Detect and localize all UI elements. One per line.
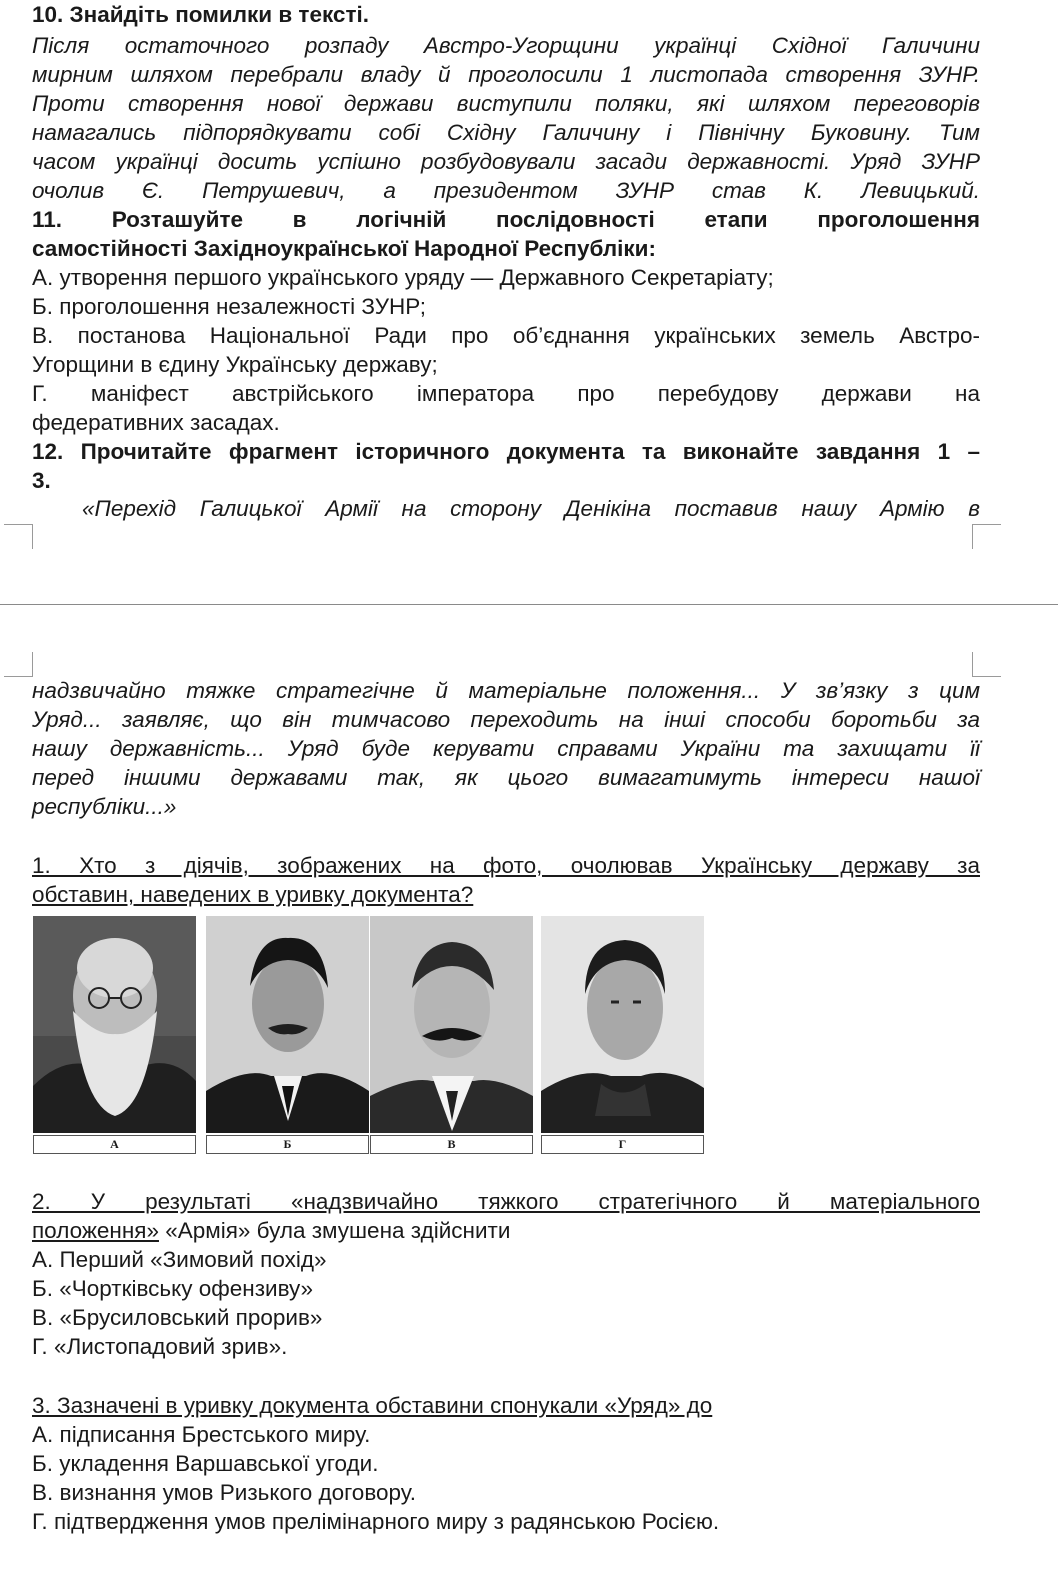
task2-underlined: положення» [32,1218,159,1243]
q11-option-c-cont: Угорщини в єдину Українську державу; [32,352,438,377]
crop-mark [4,524,33,549]
q11-option-d: Г. маніфест австрійського імператора про перебудову держави на [32,381,980,406]
task2-line: 2. У результаті «надзвичайно тяжкого стратегічного й матеріального [32,1189,980,1214]
quote-line: перед іншими державами так, як цього вимагатимуть інтереси нашої [32,765,980,790]
task1-line: 1. Хто з діячів, зображених на фото, очолював Українську державу за [32,853,980,878]
photo-label: Г [541,1135,704,1154]
task3-option: А. підписання Брестського миру. [32,1422,371,1447]
photo-c [370,916,533,1154]
portrait-image [206,916,369,1133]
photo-a [33,916,196,1154]
task2-option: А. Перший «Зимовий похід» [32,1247,327,1272]
q11-heading [32,205,980,263]
crop-mark [4,652,33,677]
task2-option: Г. «Листопадовий зрив». [32,1334,288,1359]
q11-heading-line: 11. Розташуйте в логічній послідовності етапи проголошення [32,207,980,232]
q10-line: мирним шляхом перебрали владу й проголосили 1 листопада створення ЗУНР. [32,62,980,87]
q11-heading-line: самостійності Західноукраїнської Народної Республіки: [32,236,656,261]
quote-line: республіки...» [32,794,177,819]
page-separator [0,604,1058,605]
quote-line: нашу державність... Уряд буде керувати справами України та захищати її [32,736,980,761]
quote-line: надзвичайно тяжке стратегічне й матеріальне положення... У зв’язку з цим [32,678,980,703]
q10-line: очолив Є. Петрушевич, а президентом ЗУНР став К. Левицький. [32,178,980,203]
crop-mark [972,652,1001,677]
task2 [32,1187,980,1361]
task3-option: Г. підтвердження умов прелімінарного миру з радянською Росією. [32,1509,720,1534]
task2-line [32,1216,980,1245]
q12-quote-start: «Перехід Галицької Армії на сторону Денікіна поставив нашу Армію в [82,496,980,521]
task3 [32,1391,980,1536]
q11-option-a: А. утворення першого українського уряду — Державного Секретаріату; [32,265,774,290]
portrait-image [370,916,533,1133]
q12-quote-rest [32,676,980,821]
quote-line: Уряд... заявляє, що він тимчасово переходить на інші способи боротьби за [32,707,980,732]
portrait-photos [33,916,713,1154]
q11-options [32,263,980,437]
q10-line: намагались підпорядкувати собі Східну Галичину і Північну Буковину. Тим [32,120,980,145]
q11-option-b: Б. проголошення незалежності ЗУНР; [32,294,427,319]
q10-line: Після остаточного розпаду Австро-Угорщини українці Східної Галичини [32,33,980,58]
task2-option: В. «Брусиловський прорив» [32,1305,323,1330]
photo-label: В [370,1135,533,1154]
photo-d [541,916,704,1154]
q10-line: Проти створення нової держави виступили поляки, які шляхом переговорів [32,91,980,116]
q11-option-c: В. постанова Національної Ради про об’єднання українських земель Австро- [32,323,980,348]
q10-line: часом українці досить успішно розбудовували засади державності. Уряд ЗУНР [32,149,980,174]
q10-text [32,31,980,205]
task3-question: 3. Зазначені в уривку документа обставини спонукали «Уряд» до [32,1393,713,1418]
q12-heading [32,437,980,495]
page-top [0,0,1058,560]
portrait-image [33,916,196,1133]
q12-heading-line: 3. [32,468,51,493]
task2-option: Б. «Чортківську офензиву» [32,1276,314,1301]
q10-heading: 10. Знайдіть помилки в тексті. [32,2,369,27]
task1-line: обставин, наведених в уривку документа? [32,882,474,907]
photo-label: А [33,1135,196,1154]
task3-option: В. визнання умов Ризького договору. [32,1480,417,1505]
crop-mark [972,524,1001,549]
task1-question [32,851,980,909]
photo-label: Б [206,1135,369,1154]
portrait-image [541,916,704,1133]
task3-option: Б. укладення Варшавської угоди. [32,1451,379,1476]
task2-rest: «Армія» була змушена здійснити [158,1218,511,1243]
q11-option-d-cont: федеративних засадах. [32,410,280,435]
photo-b [206,916,369,1154]
q12-heading-line: 12. Прочитайте фрагмент історичного документа та виконайте завдання 1 – [32,439,980,464]
